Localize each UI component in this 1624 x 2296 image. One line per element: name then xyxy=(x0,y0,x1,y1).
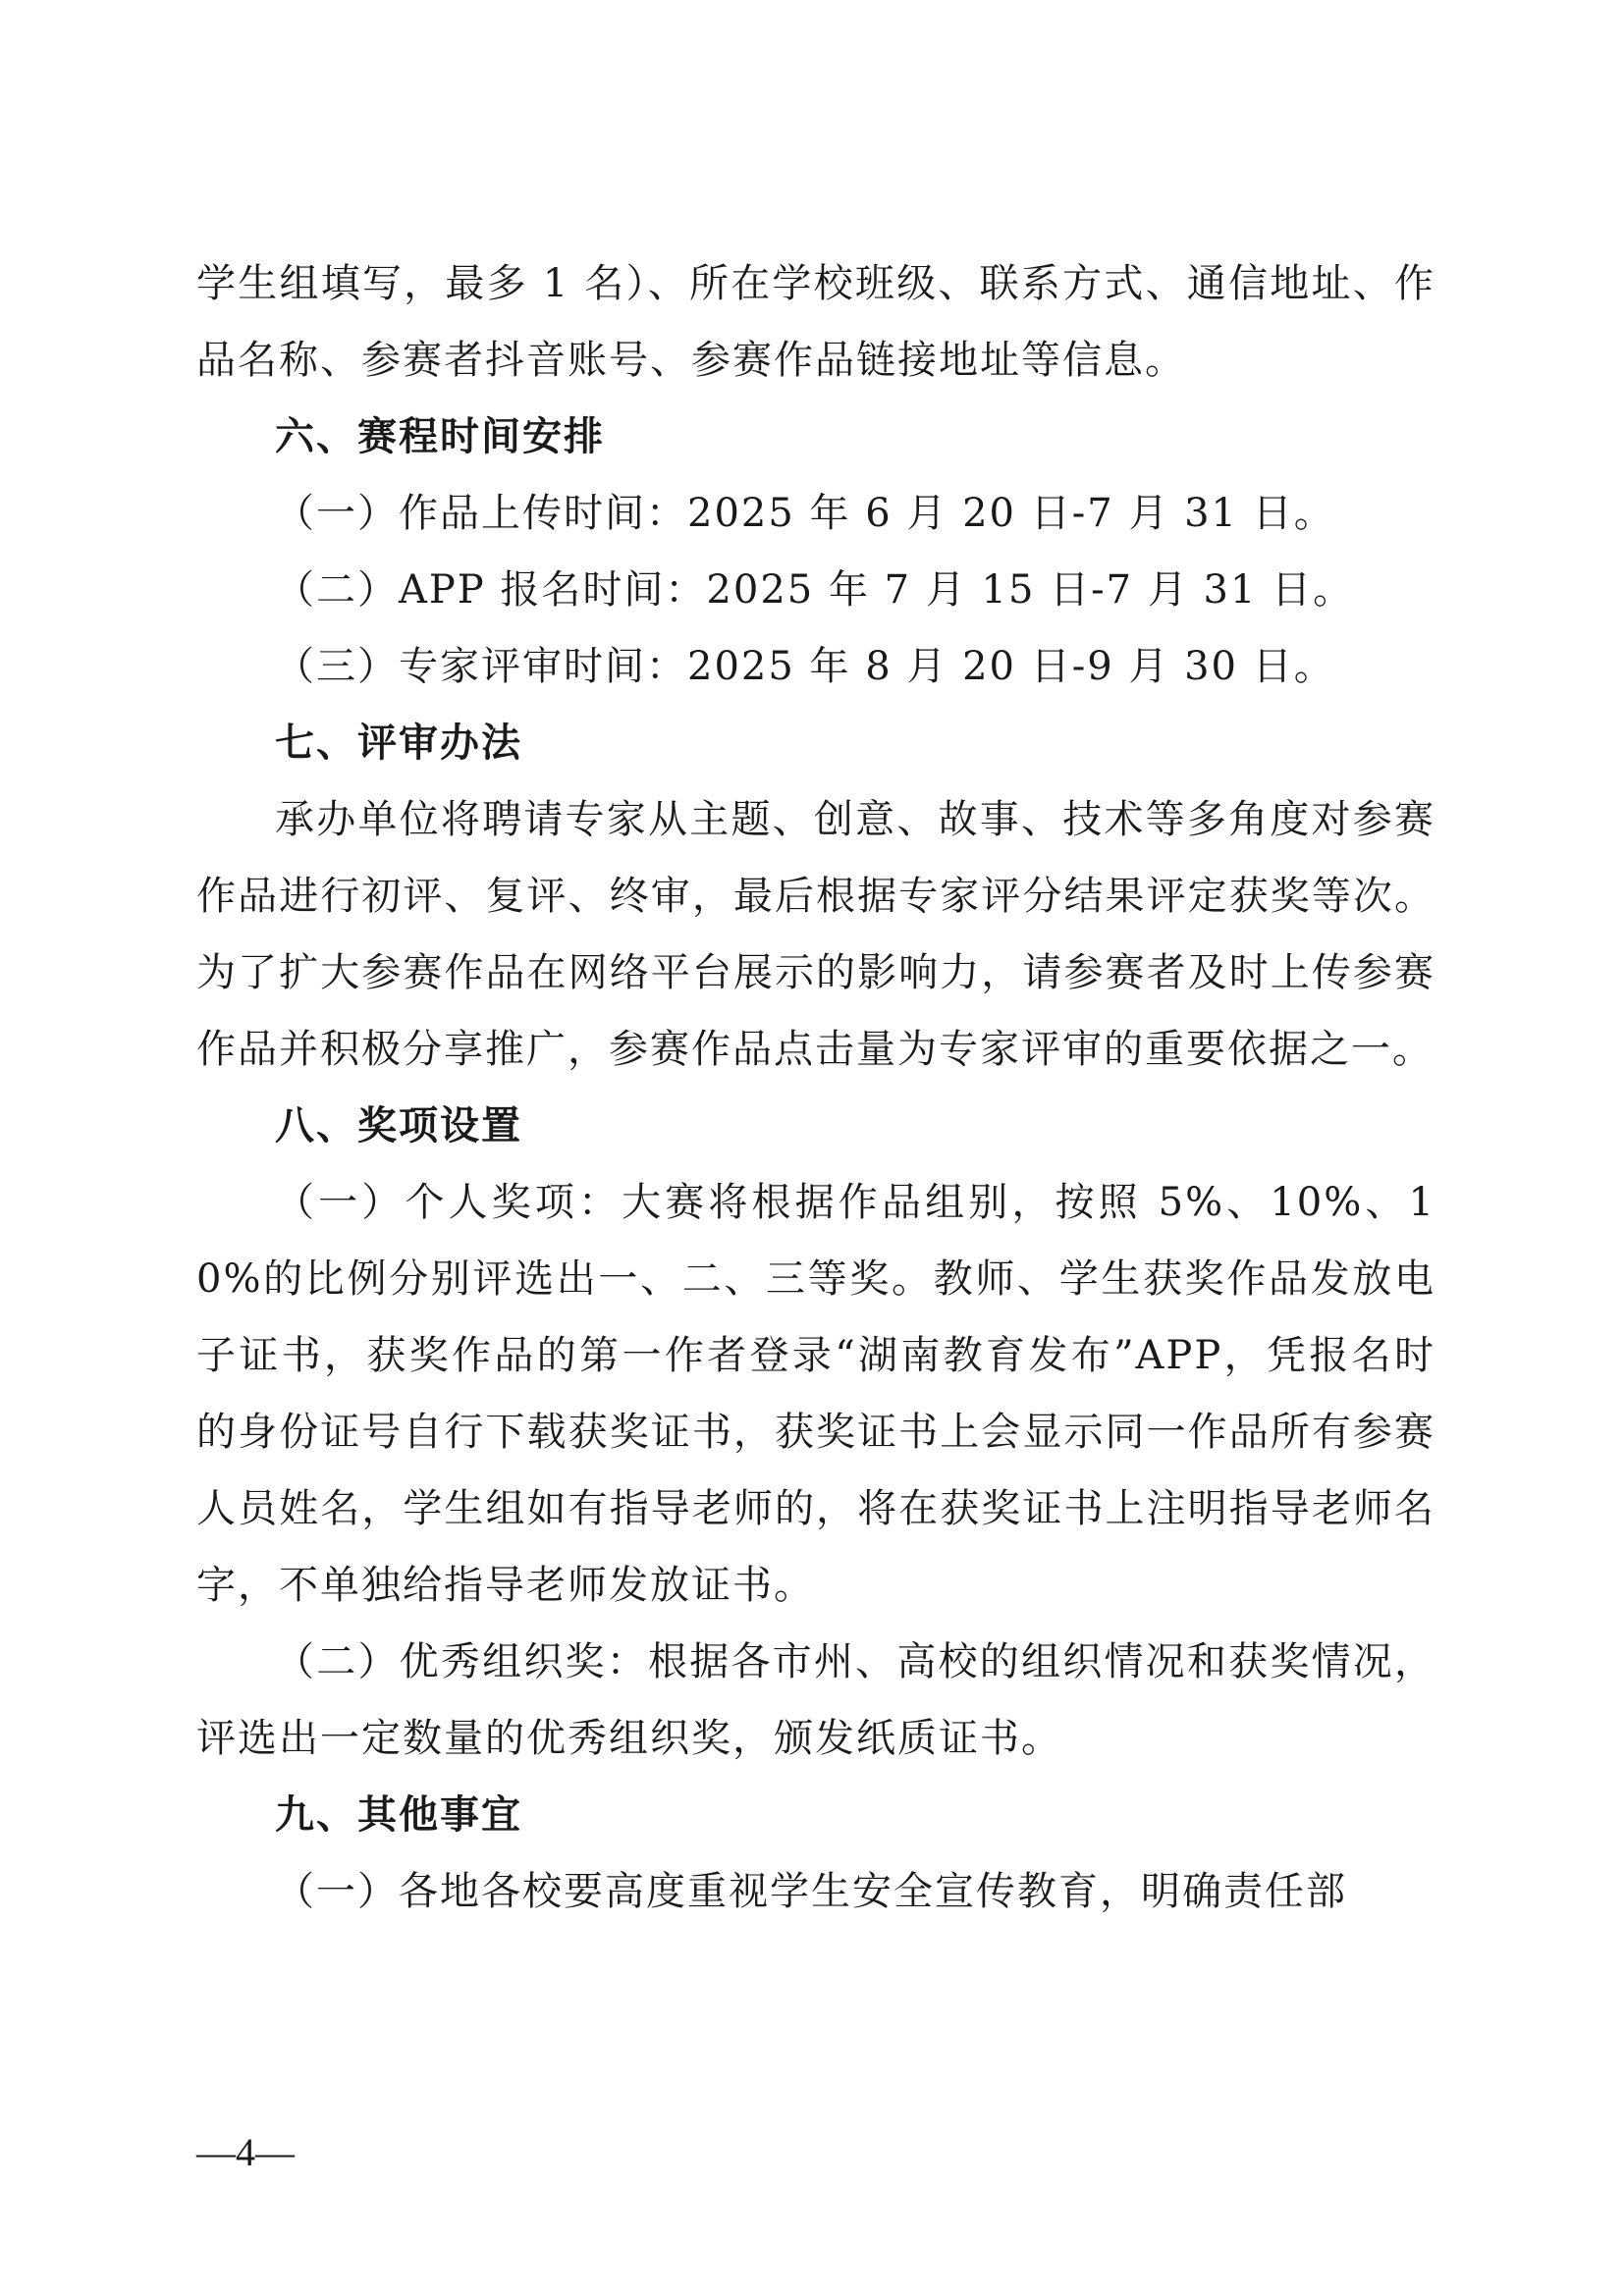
paragraph-app-registration-time: （二）APP 报名时间：2025 年 7 月 15 日-7 月 31 日。 xyxy=(275,567,1355,613)
heading-other-matters: 九、其他事宜 xyxy=(275,1792,522,1838)
heading-schedule: 六、赛程时间安排 xyxy=(275,414,605,459)
heading-review-method: 七、评审办法 xyxy=(275,721,522,766)
paragraph-review-method: 承办单位将聘请专家从主题、创意、故事、技术等多角度对参赛作品进行初评、复评、终审，最后根据专家评分结果评定获奖等次。为了扩大参赛作品在网络平台展示的影响力，请参赛者及时上传参赛作品并积极分享推广，参赛作品点击量为专家评审的重要依据之一。 xyxy=(196,797,1435,1072)
paragraph-upload-time: （一）作品上传时间：2025 年 6 月 20 日-7 月 31 日。 xyxy=(275,491,1335,536)
paragraph-individual-awards: （一）个人奖项：大赛将根据作品组别，按照 5%、10%、10%的比例分别评选出一、二、三等奖。教师、学生获奖作品发放电子证书，获奖作品的第一作者登录“湖南教育发布”APP，凭报名时的身份证号自行下载获奖证书，获奖证书上会显示同一作品所有参赛人员姓名，学生组如有指导老师的，将在获奖证书上注明指导老师名字，不单独给指导老师发放证书。 xyxy=(196,1180,1435,1608)
paragraph-safety-education: （一）各地各校要高度重视学生安全宣传教育，明确责任部 xyxy=(275,1869,1347,1914)
paragraph-continued-registration-info: 学生组填写，最多 1 名）、所在学校班级、联系方式、通信地址、作品名称、参赛者抖音账号、参赛作品链接地址等信息。 xyxy=(196,261,1435,383)
heading-awards: 八、奖项设置 xyxy=(275,1103,522,1148)
paragraph-expert-review-time: （三）专家评审时间：2025 年 8 月 20 日-9 月 30 日。 xyxy=(275,644,1335,689)
page-number: —4— xyxy=(196,2130,295,2174)
paragraph-organization-award: （二）优秀组织奖：根据各市州、高校的组织情况和获奖情况，评选出一定数量的优秀组织奖，颁发纸质证书。 xyxy=(196,1639,1435,1761)
document-body xyxy=(196,245,1435,1930)
